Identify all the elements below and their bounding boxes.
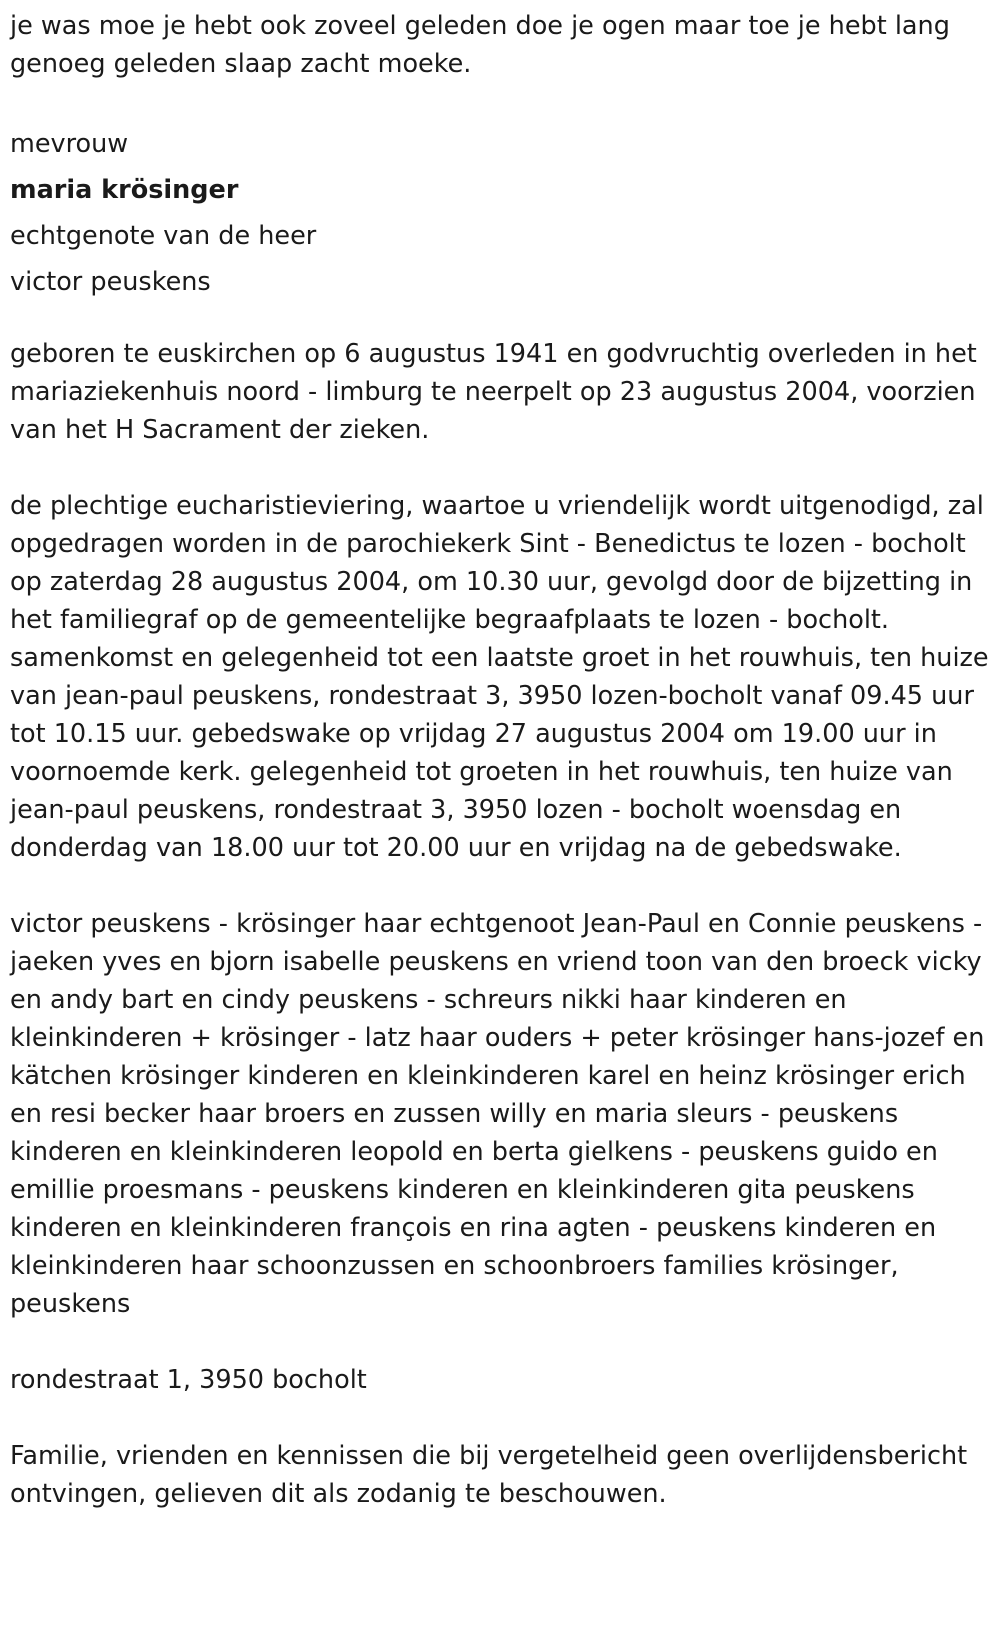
title-prefix: mevrouw bbox=[10, 129, 129, 159]
spouse-name: victor peuskens bbox=[10, 267, 211, 297]
birth-death-text: geboren te euskirchen op 6 augustus 1941 en godvruchtig overleden in het mariaziekenhuis noord - limburg te neerpelt op 23 augustus 2004, voorzien van het H Sacrament der zieken. bbox=[10, 339, 977, 445]
closing-text: Familie, vrienden en kennissen die bij vergetelheid geen overlijdensbericht ontvingen, gelieven dit als zodanig te beschouwen. bbox=[10, 1441, 968, 1509]
spacer bbox=[10, 305, 990, 335]
deceased-name: maria krösinger bbox=[10, 175, 239, 205]
address-text: rondestraat 1, 3950 bocholt bbox=[10, 1365, 367, 1395]
ceremony-text: de plechtige eucharistieviering, waartoe u vriendelijk wordt uitgenodigd, zal opgedragen worden in de parochiekerk Sint - Benedictus te lozen - bocholt op zaterdag 28 augustus 2004, om 10.30 uur, gevolgd door de bijzetting in het familiegraf op de gemeentelijke begraafplaats te lozen - bocholt. samenkomst en gelegenheid tot een laatste groet in het rouwhuis, ten huize van jean-paul peuskens, rondestraat 3, 3950 lozen-bocholt vanaf 09.45 uur tot 10.15 uur. gebedswake op vrijdag 27 augustus 2004 om 19.00 uur in voornoemde kerk. gelegenheid tot groeten in het rouwhuis, ten huize van jean-paul peuskens, rondestraat 3, 3950 lozen - bocholt woensdag en donderdag van 18.00 uur tot 20.00 uur en vrijdag na de gebedswake. bbox=[10, 491, 989, 863]
poem-text: je was moe je hebt ook zoveel geleden doe je ogen maar toe je hebt lang genoeg geleden slaap zacht moeke. bbox=[10, 11, 950, 79]
spouse-label: echtgenote van de heer bbox=[10, 221, 317, 251]
family-text: victor peuskens - krösinger haar echtgenoot Jean-Paul en Connie peuskens - jaeken yves en bjorn isabelle peuskens en vriend toon van den broeck vicky en andy bart en cindy peuskens - schreurs nikki haar kinderen en kleinkinderen + krösinger - latz haar ouders + peter krösinger hans-jozef en kätchen krösinger kinderen en kleinkinderen karel en heinz krösinger erich en resi becker haar broers en zussen willy en maria sleurs - peuskens kinderen en kleinkinderen leopold en berta gielkens - peuskens guido en emillie proesmans - peuskens kinderen en kleinkinderen gita peuskens kinderen en kleinkinderen françois en rina agten - peuskens kinderen en kleinkinderen haar schoonzussen en schoonbroers families krösinger, peuskens bbox=[10, 909, 985, 1319]
